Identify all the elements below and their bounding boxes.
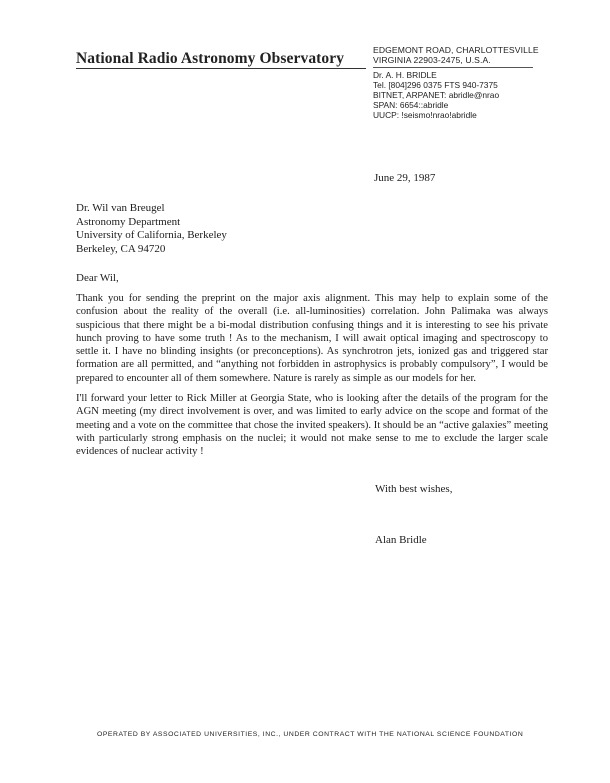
- signature: Alan Bridle: [375, 534, 427, 546]
- letterhead-rule: [76, 68, 366, 69]
- address-line: EDGEMONT ROAD, CHARLOTTESVILLE: [373, 45, 539, 55]
- salutation: Dear Wil,: [76, 272, 119, 284]
- recipient-line: Berkeley, CA 94720: [76, 242, 166, 255]
- recipient-address: [76, 202, 227, 256]
- letter-body: [76, 292, 548, 466]
- address-rule: [373, 67, 533, 68]
- body-paragraph: Thank you for sending the preprint on the major axis alignment. This may help to explain some of the confusion about the reality of the overall (i.e. all-luminosities) correlation. John Palimaka was always suspicious that there might be a bi-modal distribution confusing things and it is interesting to see his private hunch proving to have some truth ! As to the mechanism, I will await optical imaging and spectroscopy to settle it. I have no blinding insights (or preconceptions). As synchrotron jets, ionized gas and triggered star formation are all permitted, and “anything not forbidden in astrophysics is probably compulsory”, I would be prepared to encounter all of them somewhere. Nature is rarely as simple as our models for her.: [76, 293, 548, 384]
- letter-date: June 29, 1987: [374, 172, 436, 184]
- footer-text: OPERATED BY ASSOCIATED UNIVERSITIES, INC., UNDER CONTRACT WITH THE NATIONAL SCIENCE FOUNDATION: [97, 731, 524, 738]
- recipient-line: Dr. Wil van Breugel: [76, 202, 165, 214]
- contact-line: Dr. A. H. BRIDLE: [373, 70, 437, 80]
- recipient-line: Astronomy Department: [76, 215, 181, 228]
- recipient-line: University of California, Berkeley: [76, 229, 227, 242]
- address-line: VIRGINIA 22903-2475, U.S.A.: [373, 55, 491, 65]
- closing: With best wishes,: [375, 483, 453, 495]
- organization-name: National Radio Astronomy Observatory: [76, 50, 345, 67]
- letterhead-address: [373, 45, 539, 65]
- letterhead-contact: [373, 70, 499, 120]
- contact-line: Tel. [804]296 0375 FTS 940-7375: [373, 80, 498, 90]
- contact-line: UUCP: !seismo!nrao!abridle: [373, 110, 477, 120]
- body-paragraph: I'll forward your letter to Rick Miller at Georgia State, who is looking after the details of the program for the AGN meeting (my direct involvement is over, and was limited to early advice on the scope and format of the meeting and a vote on the committee that chose the invited speakers). It should be an “active galaxies” meeting with particularly strong emphasis on the nuclei; it would not make sense to me to exclude the larger scale evidences of nuclear activity !: [76, 393, 548, 458]
- contact-line: BITNET, ARPANET: abridle@nrao: [373, 90, 500, 100]
- contact-line: SPAN: 6654::abridle: [373, 100, 449, 110]
